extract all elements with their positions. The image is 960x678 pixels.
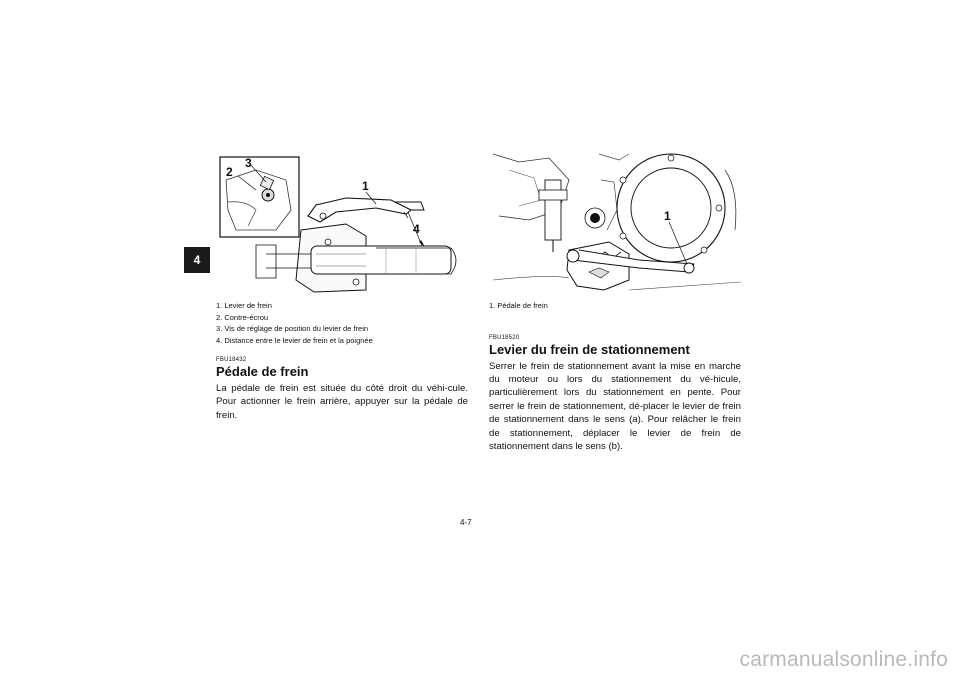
callout-1: 1: [664, 209, 671, 223]
page-number: 4-7: [460, 518, 472, 527]
left-column: [216, 150, 468, 422]
section-code: FBU18432: [216, 357, 247, 363]
brake-pedal-illustration: [489, 150, 741, 295]
figure-caption: [216, 300, 468, 346]
caption-item: 4. Distance entre le levier de frein et la poignée: [216, 335, 373, 345]
section-heading: Levier du frein de stationnement: [489, 341, 690, 357]
callout-3: 3: [245, 156, 252, 170]
brake-lever-figure: [216, 150, 468, 295]
caption-item: 1. Pédale de frein: [489, 301, 548, 310]
brake-lever-illustration: [216, 150, 468, 295]
callout-4: 4: [413, 222, 420, 236]
figure-caption: [489, 300, 741, 312]
section-code: FBU18520: [489, 334, 520, 341]
brake-pedal-figure: [489, 150, 741, 295]
section-body: La pédale de frein est située du côté droit du véhi-cule. Pour actionner le frein arrière, appuyer sur la pédale de frein.: [216, 383, 468, 421]
caption-item: 3. Vis de réglage de position du levier de frein: [216, 324, 369, 333]
section-tab: 4: [184, 247, 210, 273]
caption-item: 2. Contre-écrou: [216, 312, 269, 322]
callout-2: 2: [226, 165, 233, 179]
callout-1: 1: [362, 179, 369, 193]
watermark: carmanualsonline.info: [739, 648, 948, 671]
section-heading: Pédale de frein: [216, 364, 309, 379]
section-body: Serrer le frein de stationnement avant la mise en marche du moteur ou lors du stationnement du vé-hicule, particulièrement lors du stationnement en pente. Pour serrer le frein de stationnement, dé-placer le levier de frein de stationnement dans le sens (a). Pour relâcher le frein de stationnement, déplacer le levier de frein de stationnement dans le sens (b).: [489, 360, 741, 452]
right-column: [489, 150, 741, 453]
caption-item: 1. Levier de frein: [216, 301, 272, 310]
